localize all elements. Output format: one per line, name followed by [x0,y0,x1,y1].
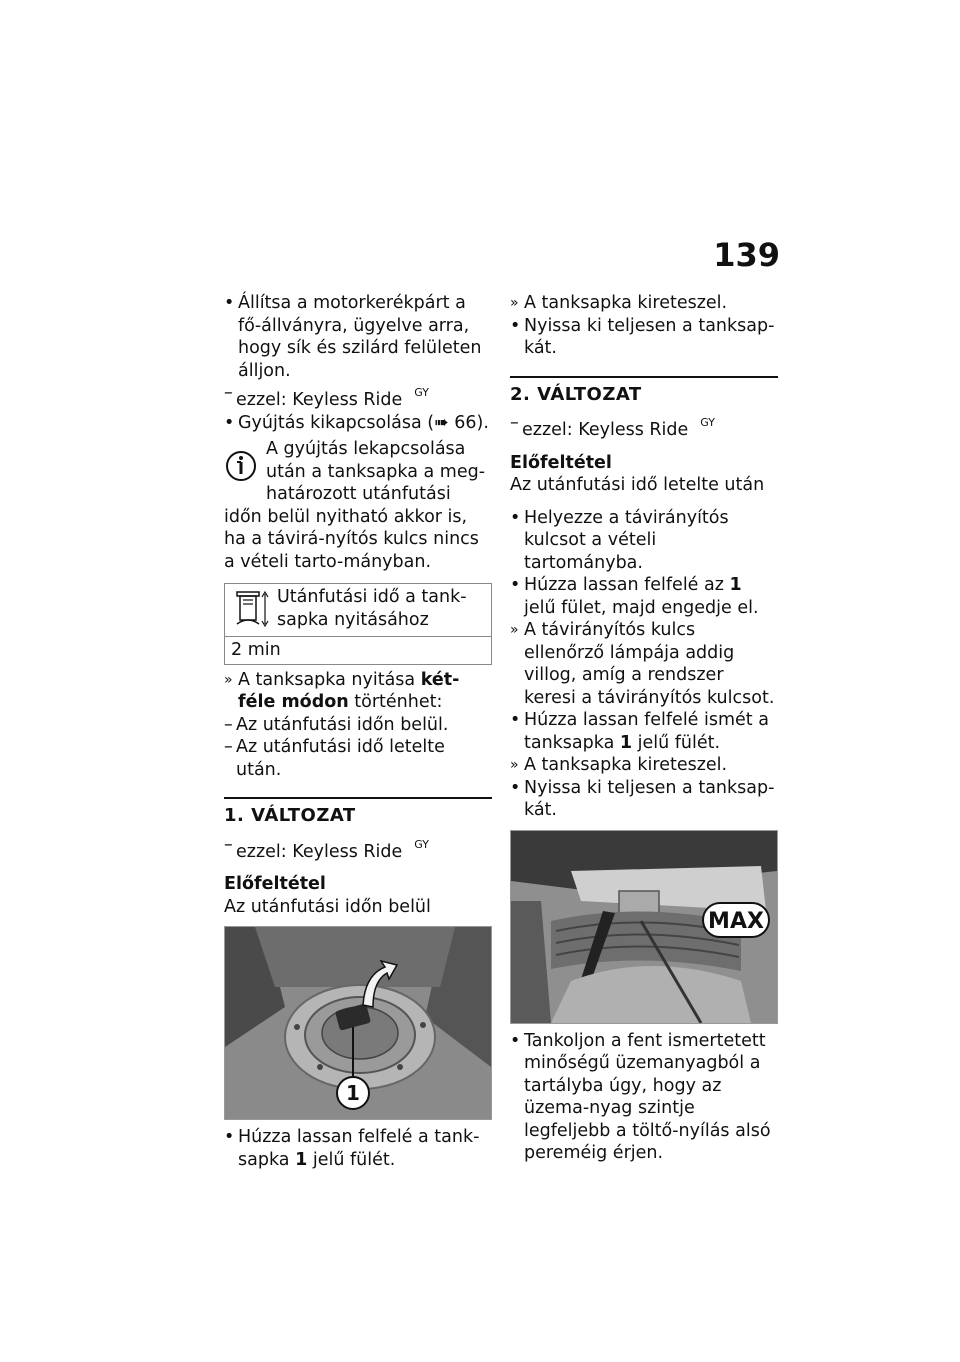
result-line: » A tanksapka nyitása két-féle módon történhet: [224,669,460,712]
page-number: 139 [713,236,780,274]
max-label: MAX [708,908,764,934]
spec-value: 2 min [231,640,281,660]
condition-line: – ezzel: Keyless Ride $^{GY}$ [224,834,429,862]
instruction-step: • Helyezze a távirányítós kulcsot a vételi tartományba. [510,507,729,573]
bullet-icon: • [510,710,521,730]
info-icon [224,440,258,486]
result-arrow-icon: » [510,622,519,638]
bullet-icon: • [510,1030,521,1051]
condition-line: – ezzel: Keyless Ride $^{GY}$ [510,413,715,440]
right-column [510,292,778,1165]
bullet-icon: • [510,507,521,528]
prereq-title: Előfeltétel [510,452,612,473]
result-line: » A tanksapka kireteszel. [510,755,728,775]
result-arrow-icon: » [224,671,233,688]
result-line: » A távirányítós kulcs ellenőrző lámpája addig villog, amíg a rendszer keresi a távirányítós kulcsot. [510,620,775,708]
left-column [224,292,492,1171]
dash-icon: – [224,383,233,403]
dash-icon: – [224,834,233,855]
instruction-step: • Húzza lassan felfelé az 1 jelű fület, majd engedje el. [510,575,759,618]
instruction-step: • Tankoljon a fent ismertetett minőségű üzemanyagból a tartályba úgy, hogy az üzema-nyag szintje legfeljebb a töltő-nyílás alsó pereméig érjen. [510,1030,771,1163]
info-note [224,438,492,573]
spec-label: Utánfutási idő a tank-sapka nyitásához [277,587,467,630]
dash-icon: – [224,714,233,735]
bullet-icon: • [510,315,521,336]
section-variant-1 [224,797,492,918]
prereq-text: Az utánfutási időn belül [224,896,431,917]
bullet-icon: • [224,293,235,313]
bullet-icon: • [224,412,235,433]
dash-icon: – [510,413,519,433]
condition-line: – ezzel: Keyless Ride $^{GY}$ [224,383,429,410]
fuel-cap-timer-icon [231,586,271,632]
result-line: » A tanksapka kireteszel. [510,293,728,313]
instruction-step: • Állítsa a motorkerékpárt a fő-állványra, ügyelve arra, hogy sík és szilárd felületen álljon. [224,293,482,381]
bullet-icon: • [510,777,521,798]
prereq-text: Az utánfutási idő letelte után [510,475,765,495]
photo-callout-number: 1 [346,1081,360,1105]
result-arrow-icon: » [510,757,519,773]
dash-item: – Az utánfutási idő letelte után. [224,737,445,780]
instruction-step: • Nyissa ki teljesen a tanksap-kát. [510,777,775,820]
instruction-step: • Gyújtás kikapcsolása (➠ 66). [224,412,489,433]
result-arrow-icon: » [510,295,519,311]
info-text: A gyújtás lekapcsolása után a tanksapka a meg- [266,439,486,482]
bullet-icon: • [510,575,521,595]
section-title: 1. VÁLTOZAT [224,805,356,826]
instruction-step: • Húzza lassan felfelé a tank-sapka 1 jelű fülét. [224,1127,480,1170]
fuel-filler-photo [510,830,778,1024]
dash-item: – Az utánfutási időn belül. [224,714,449,735]
prereq-title: Előfeltétel [224,874,326,894]
bullet-icon: • [224,1127,235,1147]
spec-header [225,584,491,637]
instruction-step: • Húzza lassan felfelé ismét a tanksapka 1 jelű fülét. [510,710,769,753]
dash-icon: – [224,737,233,757]
section-variant-2 [510,376,778,497]
info-text-continued: határozott utánfutási időn belül nyitható akkor is, ha a távirá-nyítós kulcs nincs a vételi tarto-mányban. [224,484,479,572]
spec-table [224,583,492,665]
section-title: 2. VÁLTOZAT [510,383,642,405]
fuel-cap-photo [224,926,492,1120]
instruction-step: • Nyissa ki teljesen a tanksap-kát. [510,315,775,358]
